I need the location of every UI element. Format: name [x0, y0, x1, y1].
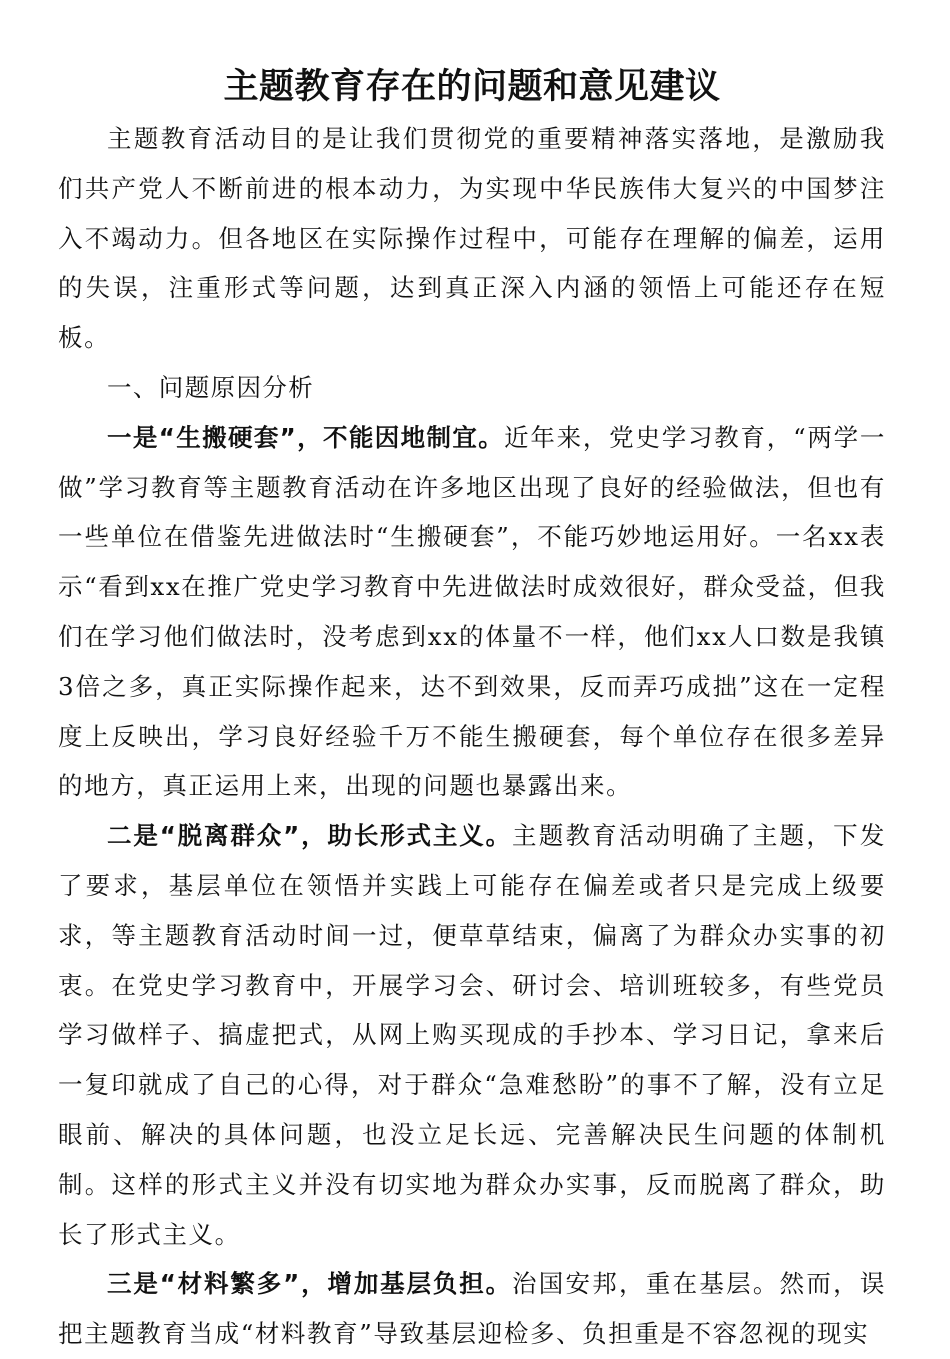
point-lead-3: 三是“材料繁多”，增加基层负担。	[107, 1269, 512, 1299]
intro-paragraph: 主题教育活动目的是让我们贯彻党的重要精神落实落地，是激励我们共产党人不断前进的根本动力，为实现中华民族伟大复兴的中国梦注入不竭动力。但各地区在实际操作过程中，可能存在理解的偏差，运用的失误，注重形式等问题，达到真正深入内涵的领悟上可能还存在短板。	[58, 124, 886, 353]
section-heading: 一、问题原因分析	[107, 372, 315, 402]
point-lead-1: 一是“生搬硬套”，不能因地制宜。	[107, 422, 505, 452]
point-body-1: 近年来，党史学习教育，“两学一做”学习教育等主题教育活动在许多地区出现了良好的经验做法，但也有一些单位在借鉴先进做法时“生搬硬套”，不能巧妙地运用好。一名xx表示“看到xx在推广党史学习教育中先进做法时成效很好，群众受益，但我们在学习他们做法时，没考虑到xx的体量不一样，他们xx人口数是我镇3倍之多，真正实际操作起来，达不到效果，反而弄巧成拙”这在一定程度上反映出，学习良好经验千万不能生搬硬套，每个单位存在很多差异的地方，真正运用上来，出现的问题也暴露出来。	[58, 422, 886, 801]
point-paragraph-1	[58, 413, 886, 811]
point-paragraph-2	[58, 811, 886, 1259]
point-lead-2: 二是“脱离群众”，助长形式主义。	[107, 821, 512, 851]
point-body-3: 治国安邦，重在基层。然而，误把主题教育当成“材料教育”导致基层迎检多、负担重是不容忽视的现实	[58, 1269, 886, 1349]
point-body-2: 主题教育活动明确了主题，下发了要求，基层单位在领悟并实践上可能存在偏差或者只是完成上级要求，等主题教育活动时间一过，便草草结束，偏离了为群众办实事的初衷。在党史学习教育中，开展学习会、研讨会、培训班较多，有些党员学习做样子、搞虚把式，从网上购买现成的手抄本、学习日记，拿来后一复印就成了自己的心得，对于群众“急难愁盼”的事不了解，没有立足眼前、解决的具体问题，也没立足长远、完善解决民生问题的体制机制。这样的形式主义并没有切实地为群众办实事，反而脱离了群众，助长了形式主义。	[58, 821, 886, 1249]
document-title: 主题教育存在的问题和意见建议	[223, 66, 721, 107]
